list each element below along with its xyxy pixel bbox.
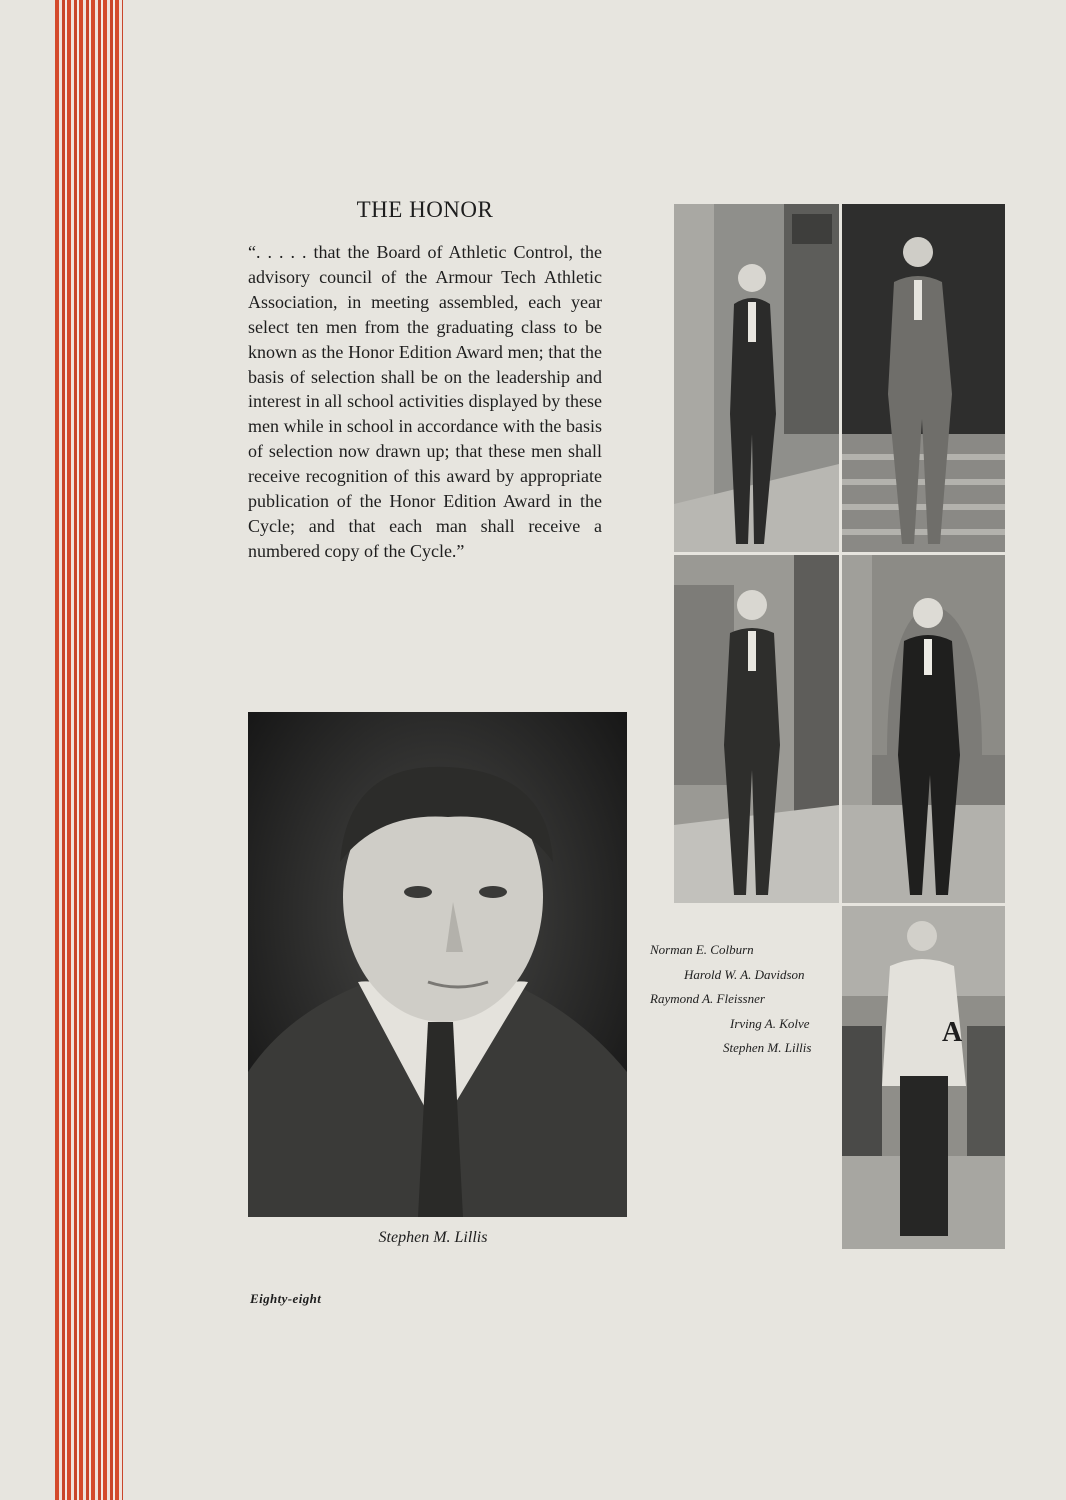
portrait-caption: Stephen M. Lillis bbox=[378, 1229, 488, 1246]
name-colburn: Norman E. Colburn bbox=[650, 942, 754, 957]
name-kolve: Irving A. Kolve bbox=[730, 1015, 810, 1031]
names-list bbox=[650, 938, 822, 1061]
photo-lillis-sweater bbox=[842, 906, 1005, 1249]
photo-colburn bbox=[674, 204, 839, 552]
award-resolution-quote: “. . . . . that the Board of Athletic Control, the advisory council of the Armour Tech Athletic Association, in meeting assembled, each year select ten men from the graduating class to be known as the Honor Edition Award men; that the basis of selection shall be on the leadership and interest in all school activities displayed by these men while in school in accordance with the basis of selection now drawn up; that these men shall receive recognition of this award by appropriate publication of the Honor Edition Award in the Cycle; and that each man shall receive a numbered copy of the Cycle.” bbox=[248, 242, 602, 561]
name-davidson: Harold W. A. Davidson bbox=[684, 966, 805, 982]
page-title: THE HONOR bbox=[356, 197, 494, 222]
photo-kolve bbox=[842, 555, 1005, 903]
decorative-border-stripe bbox=[55, 0, 123, 1500]
photo-davidson bbox=[842, 204, 1005, 552]
sweater-letter-a-icon: A bbox=[942, 1017, 963, 1048]
photo-fleissner bbox=[674, 555, 839, 903]
page-number: Eighty-eight bbox=[250, 1291, 322, 1306]
name-fleissner: Raymond A. Fleissner bbox=[650, 991, 765, 1006]
name-lillis: Stephen M. Lillis bbox=[723, 1040, 812, 1055]
portrait-lillis bbox=[248, 712, 627, 1217]
